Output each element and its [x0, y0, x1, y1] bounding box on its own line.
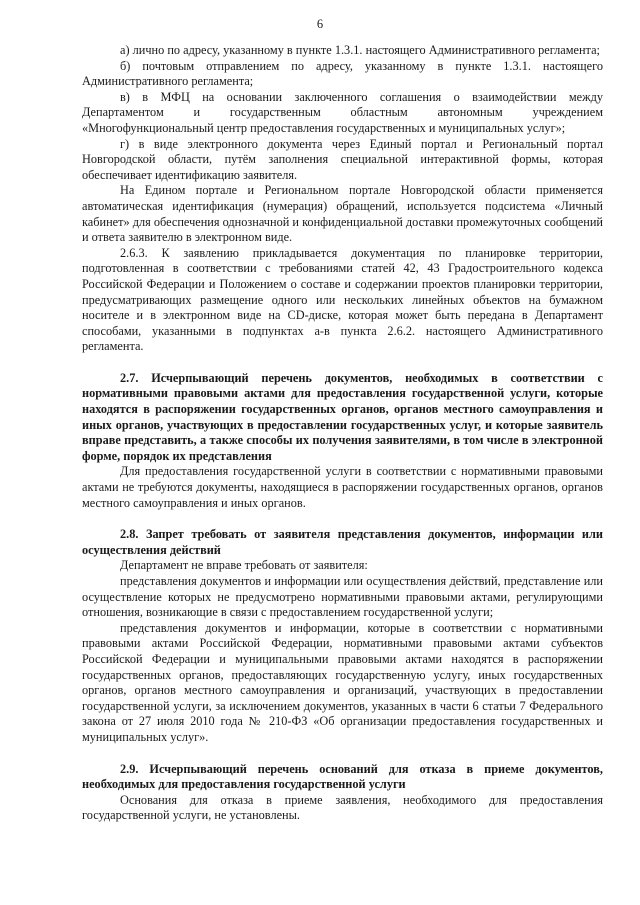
section-heading-2-7: 2.7. Исчерпывающий перечень документов, необходимых в соответствии с нормативными правовыми актами для предоставления государственной услуги, которые находятся в распоряжении государственных органов, органов местного самоуправления и иных органов, участвующих в предоставлении государственных услуг, и которые заявитель вправе представить, а также способы их получения заявителями, в том числе в электронной форме, порядок их представления — [82, 370, 603, 463]
paragraph-2-7: Для предоставления государственной услуги в соответствии с нормативными правовыми актами не требуются документы, находящиеся в распоряжении государственных органов, органов местного самоуправления и иных органов. — [82, 464, 603, 510]
paragraph-2-8-second: представления документов и информации, которые в соответствии с нормативными правовыми актами Российской Федерации, нормативными правовыми актами субъектов Российской Федерации и муниципальными правовыми актами находятся в распоряжении государственных органов, предоставляющих государственную услугу, иных государственных органов, органов местного самоуправления и организаций, участвующих в предоставлении государственной услуги, за исключением документов, указанных в части 6 статьи 7 Федерального закона от 27 июля 2010 года № 210-ФЗ «Об организации предоставления государственных и муниципальных услуг». — [82, 620, 603, 744]
paragraph-2-6-3: 2.6.3. К заявлению прикладывается документация по планировке территории, подготовленная в соответствии с требованиями статей 42, 43 Градостроительного кодекса Российской Федерации и Положением о составе и содержании проектов планировки территории, предусматривающих размещение одного или нескольких линейных объектов на бумажном носителе и в электронном виде на CD-диске, которая может быть передана в Департамент способами, указанными в подпунктах а-в пункта 2.6.2. настоящего Административного регламента. — [82, 245, 603, 354]
paragraph-2-9: Основания для отказа в приеме заявления, необходимого для предоставления государственной услуги, не установлены. — [82, 792, 603, 823]
page-number: 6 — [316, 17, 324, 31]
page-content — [82, 43, 603, 824]
section-heading-2-9: 2.9. Исчерпывающий перечень оснований для отказа в приеме документов, необходимых для предоставления государственной услуги — [82, 761, 603, 792]
paragraph-2-8-intro: Департамент не вправе требовать от заявителя: — [120, 558, 368, 573]
section-heading-2-8: 2.8. Запрет требовать от заявителя представления документов, информации или осуществления действий — [82, 527, 603, 557]
paragraph-portal: На Едином портале и Региональном портале Новгородской области применяется автоматическая идентификация (нумерация) обращений, используется подсистема «Личный кабинет» для обеспечения однозначной и конфиденциальной доставки промежуточных сообщений и ответа заявителю в электронном виде. — [82, 183, 603, 245]
paragraph-item-a: а) лично по адресу, указанному в пункте 1.3.1. настоящего Административного регламента; — [120, 43, 600, 57]
paragraph-2-8-first: представления документов и информации или осуществления действий, представление или осуществление которых не предусмотрено нормативными правовыми актами, регулирующими отношения, возникающие в связи с предоставлением государственной услуги; — [82, 574, 603, 620]
paragraph-item-v: в) в МФЦ на основании заключенного соглашения о взаимодействии между Департаментом и государственным областным автономным учреждением «Многофункциональный центр предоставления государственных и муниципальных услуг»; — [82, 89, 603, 135]
paragraph-item-b: б) почтовым отправлением по адресу, указанному в пункте 1.3.1. настоящего Административного регламента; — [82, 58, 603, 89]
paragraph-item-g: г) в виде электронного документа через Единый портал и Региональный портал Новгородской области, путём заполнения специальной интерактивной формы, которая обеспечивает идентификацию заявителя. — [82, 136, 603, 182]
